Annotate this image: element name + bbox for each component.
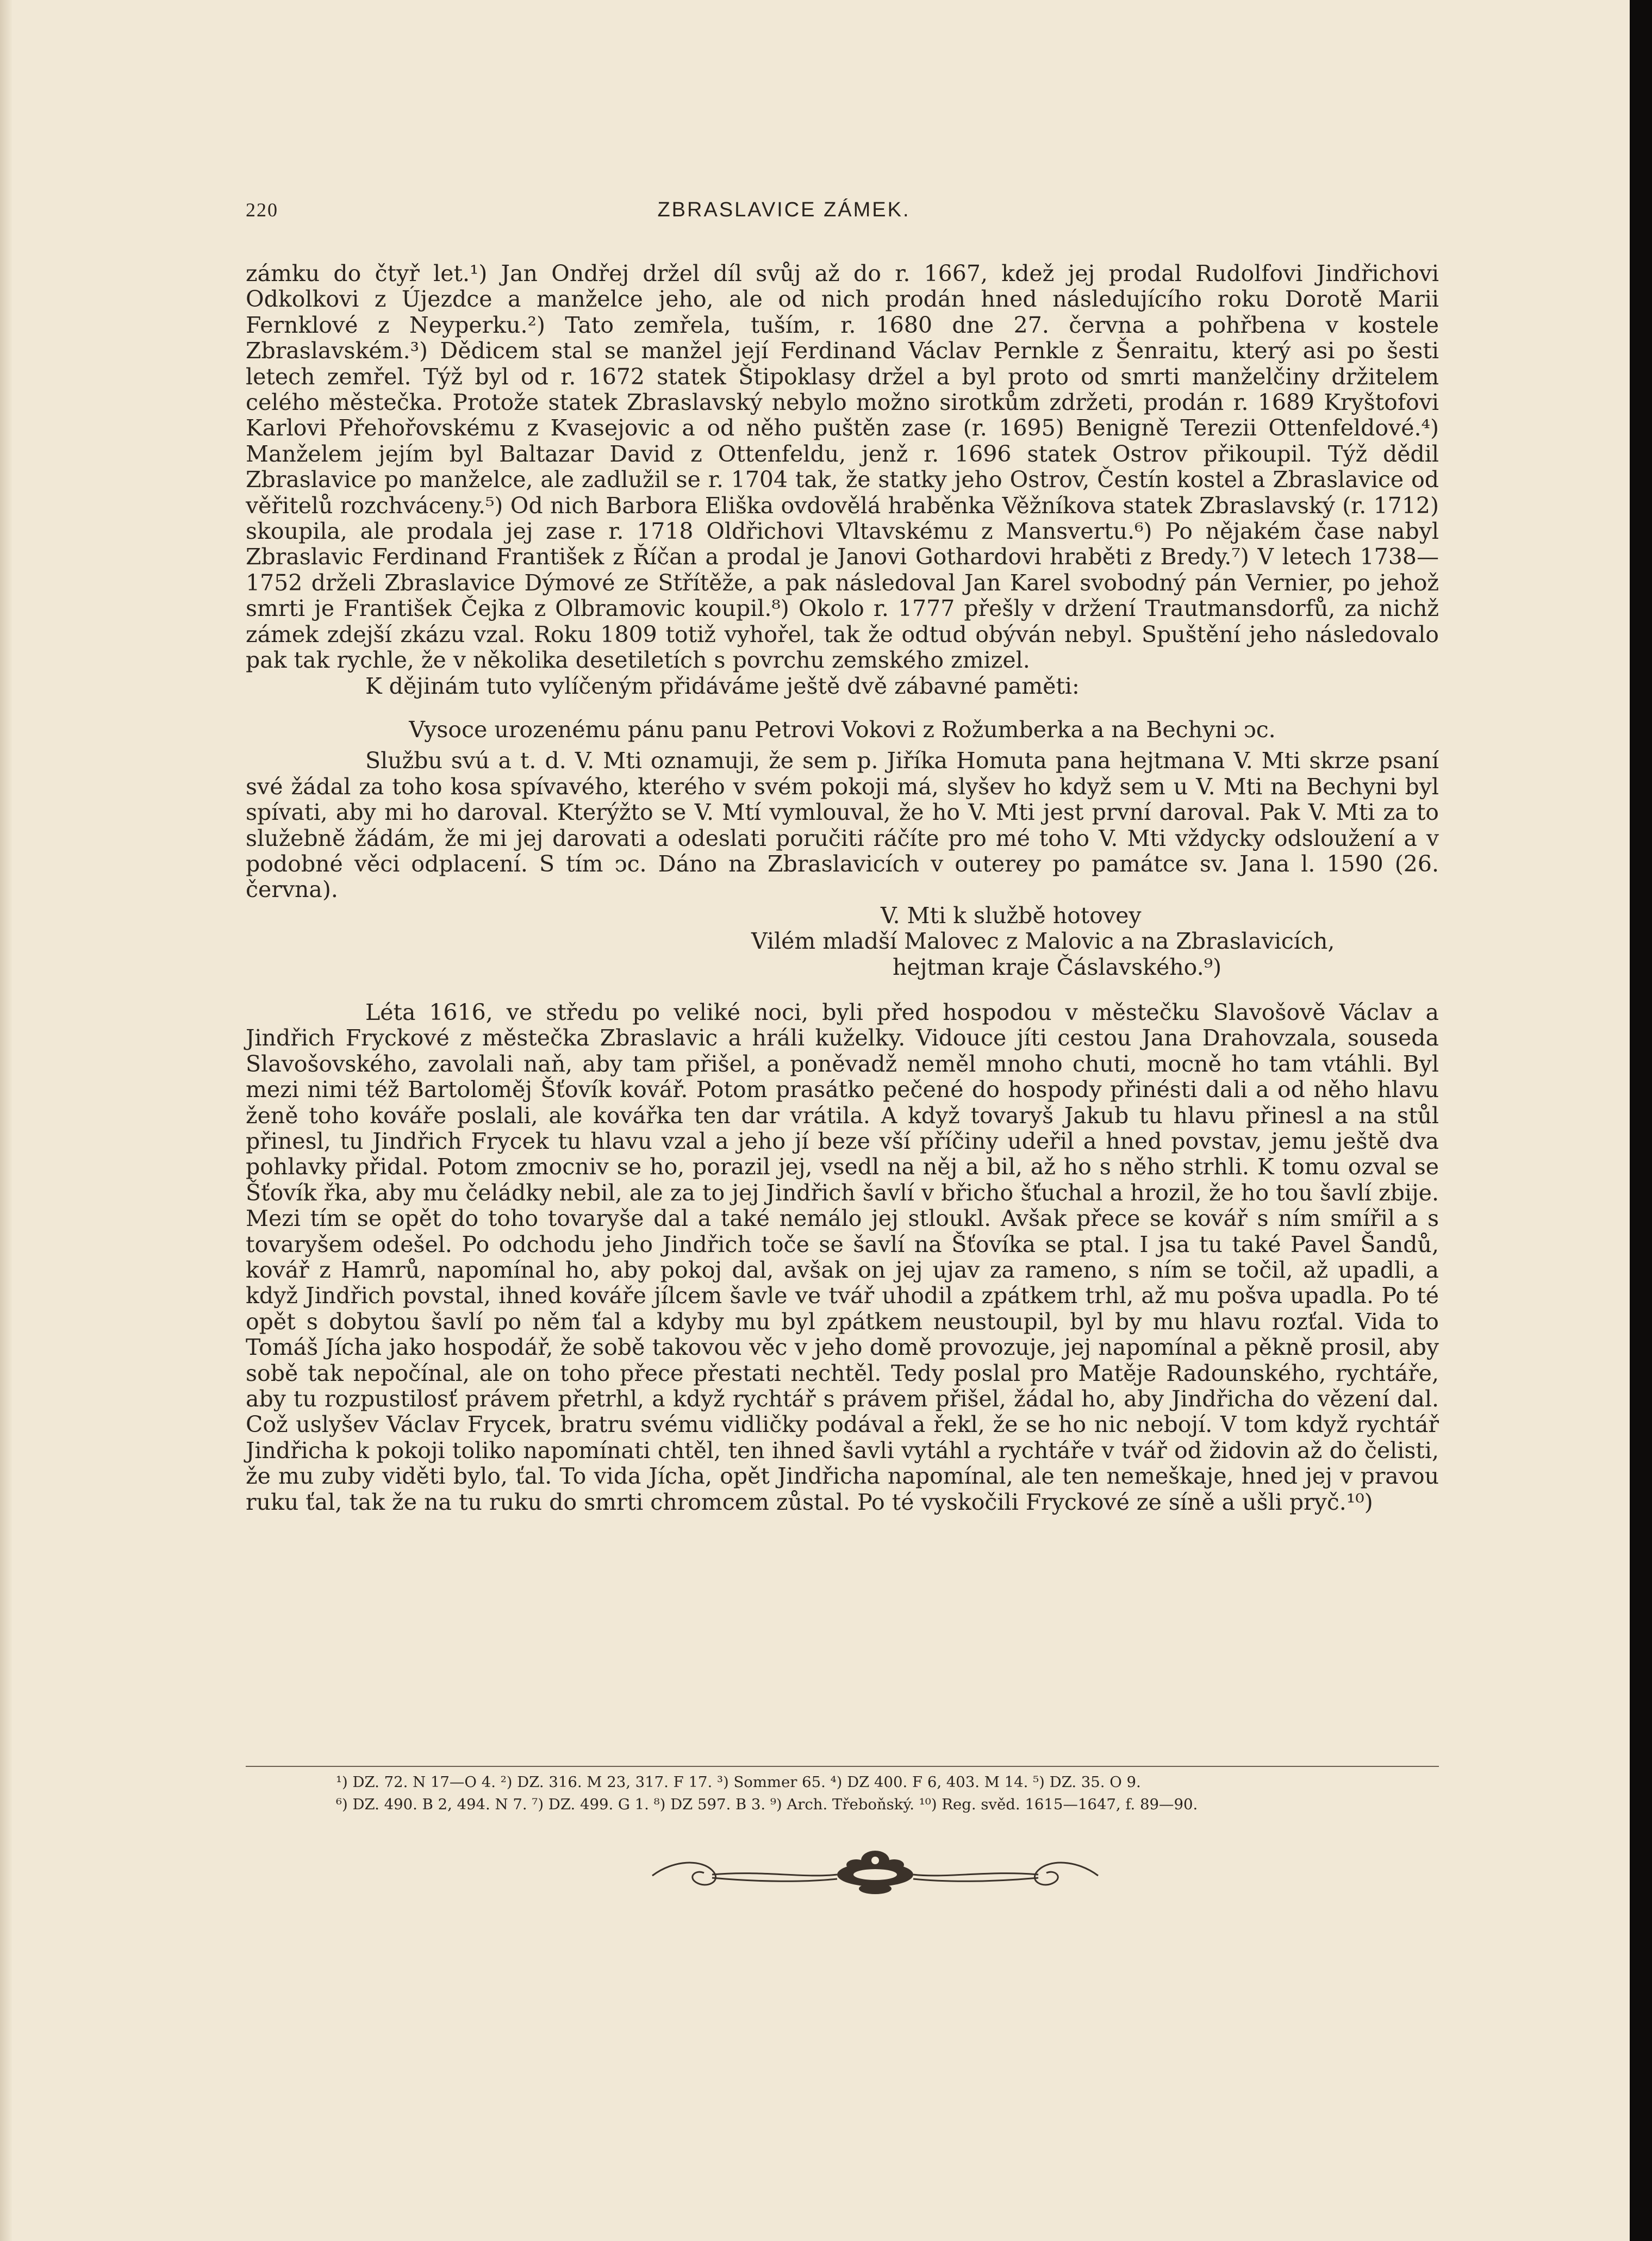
letter-body: Službu svú a t. d. V. Mti oznamuji, že sem p. Jiříka Homuta pana hejtmana V. Mti skrze psaní své žádal za toho kosa spívavého, kterého v svém pokoji má, slyšev ho když sem u V. Mti na Bechyni byl spívati, aby mi ho daroval. Kterýžto se V. Mtí vymlouval, že ho V. Mti jest první daroval. Pak V. Mti za to služebně žádám, že mi jej darovati a odeslati poručiti ráčíte pro mé toho V. Mti vždycky odsloužení a v podobné věci odplacení. S tím ͻc. Dáno na Zbraslavicích v outerey po památce sv. Jana l. 1590 (26. června). (246, 748, 1439, 903)
main-text (246, 261, 1439, 1515)
letter-heading: Vysoce urozenému pánu panu Petrovi Vokovi z Rožumberka a na Bechyni ͻc. (409, 716, 1276, 743)
footnote-line: ⁶) DZ. 490. B 2, 494. N 7. ⁷) DZ. 499. G 1. ⁸) DZ 597. B 3. ⁹) Arch. Třeboňský. ¹⁰) Reg. svěd. 1615—1647, f. 89—90. (336, 1796, 1198, 1813)
page-left-edge (0, 0, 12, 2241)
signature-line: V. Mti k službě hotovey (881, 902, 1142, 929)
paragraph-story: Léta 1616, ve středu po veliké noci, byli před hospodou v městečku Slavošově Václav a Jindřich Fryckové z městečka Zbraslavic a hráli kuželky. Vidouce jíti cestou Jana Drahovzala, souseda Slavošovského, zavolali naň, aby tam přišel, a poněvadž neměl mnoho chuti, mocně ho tam vtáhli. Byl mezi nimi též Bartoloměj Šťovík kovář. Potom prasátko pečené do hospody přinésti dali a od něho hlavu ženě toho kováře poslali, ale kovářka ten dar vrátila. A když tovaryš Jakub tu hlavu přinesl a na stůl přinesl, tu Jindřich Frycek tu hlavu vzal a jeho jí beze vší příčiny udeřil a hned povstav, jemu ještě dva pohlavky přidal. Potom zmocniv se ho, porazil jej, vsedl na něj a bil, až ho s něho strhli. K tomu ozval se Šťovík řka, aby mu čeládky nebil, ale za to jej Jindřich šavlí v břicho šťuchal a hrozil, že ho tou šavlí zbije. Mezi tím se opět do toho tovaryše dal a také nemálo jej stloukl. Avšak přece se kovář s ním smířil a s tovaryšem odešel. Po odchodu jeho Jindřich toče se šavlí na Šťovíka se ptal. I jsa tu také Pavel Šandů, kovář z Hamrů, napomínal ho, aby pokoj dal, avšak on jej ujav za rameno, s ním se točil, až upadli, a když Jindřich povstal, ihned kováře jílcem šavle ve tvář uhodil a zpátkem trhl, až mu pošva upadla. Po té opět s dobytou šavlí po něm ťal a kdyby mu byl zpátkem neustoupil, byl by mu hlavu rozťal. Vida to Tomáš Jícha jako hospodář, že sobě takovou věc v jeho domě provozuje, jej napomínal a pěkně prosil, aby sobě tak nepočínal, ale on toho přece přestati nechtěl. Tedy poslal pro Matěje Radounského, rychtáře, aby tu rozpustilosť právem přetrhl, a když rychtář s právem přišel, žádal ho, aby Jindřicha do vězení dal. Což uslyšev Václav Frycek, bratru svému vidličky podával a řekl, že se ho nic nebojí. V tom když rychtář Jindřicha k pokoji toliko napomínati chtěl, ten ihned šavli vytáhl a rychtáře v tvář od židovin až do čelisti, že mu zuby viděti bylo, ťal. To vida Jícha, opět Jindřicha napomínal, ale ten nemeškaje, hned jej v pravou ruku ťal, tak že na tu ruku do smrti chromcem zůstal. Po té vyskočili Fryckové ze síně a ušli pryč.¹⁰) (246, 999, 1439, 1515)
page-right-edge (1630, 0, 1652, 2241)
footnote-line: ¹) DZ. 72. N 17—O 4. ²) DZ. 316. M 23, 317. F 17. ³) Sommer 65. ⁴) DZ 400. F 6, 403. M 14. ⁵) DZ. 35. O 9. (336, 1773, 1141, 1791)
footnote-rule (246, 1766, 1439, 1767)
signature-line: hejtman kraje Čáslavského.⁹) (893, 954, 1222, 980)
paragraph-history: zámku do čtyř let.¹) Jan Ondřej držel díl svůj až do r. 1667, kdež jej prodal Rudolfovi Jindřichovi Odkolkovi z Újezdce a manželce jeho, ale od nich prodán hned následujícího roku Dorotě Marii Fernklové z Neyperku.²) Tato zemřela, tuším, r. 1680 dne 27. června a pohřbena v kostele Zbraslavském.³) Dědicem stal se manžel její Ferdinand Václav Pernkle z Šenraitu, který asi po šesti letech zemřel. Týž byl od r. 1672 statek Štipoklasy držel a byl proto od smrti manželčiny držitelem celého městečka. Protože statek Zbraslavský nebylo možno sirotkům zdržeti, prodán r. 1689 Kryštofovi Karlovi Přehořovskému z Kvasejovic a od něho puštěn zase (r. 1695) Benigně Terezii Ottenfeldové.⁴) Manželem jejím byl Baltazar David z Ottenfeldu, jenž r. 1696 statek Ostrov přikoupil. Týž dědil Zbraslavice po manželce, ale zadlužil se r. 1704 tak, že statky jeho Ostrov, Čestín kostel a Zbraslavice od věřitelů rozchváceny.⁵) Od nich Barbora Eliška ovdovělá hraběnka Věžníkova statek Zbraslavský (r. 1712) skoupila, ale prodala jej zase r. 1718 Oldřichovi Vltavskému z Mansvertu.⁶) Po nějakém čase nabyl Zbraslavic Ferdinand František z Říčan a prodal je Janovi Gothardovi hraběti z Bredy.⁷) V letech 1738—1752 drželi Zbraslavice Dýmové ze Střítěže, a pak následoval Jan Karel svobodný pán Vernier, po jehož smrti je František Čejka z Olbramovic koupil.⁸) Okolo r. 1777 přešly v držení Trautmansdorfů, za nichž zámek zdejší zkázu vzal. Roku 1809 totiž vyhořel, tak že odtud obýván nebyl. Spuštění jeho následovalo pak tak rychle, že v několika desetiletích s povrchu zemského zmizel. (246, 260, 1439, 674)
paragraph-intro: K dějinám tuto vylíčeným přidáváme ještě dvě zábavné paměti: (365, 673, 1080, 699)
running-title: ZBRASLAVICE ZÁMEK. (657, 198, 911, 221)
signature-line: Vilém mladší Malovec z Malovic a na Zbraslavicích, (751, 928, 1335, 955)
tailpiece-ornament-icon (641, 1848, 1109, 1897)
page-number: 220 (246, 199, 278, 221)
footnotes (336, 1771, 1439, 1816)
page-header (246, 198, 1322, 231)
